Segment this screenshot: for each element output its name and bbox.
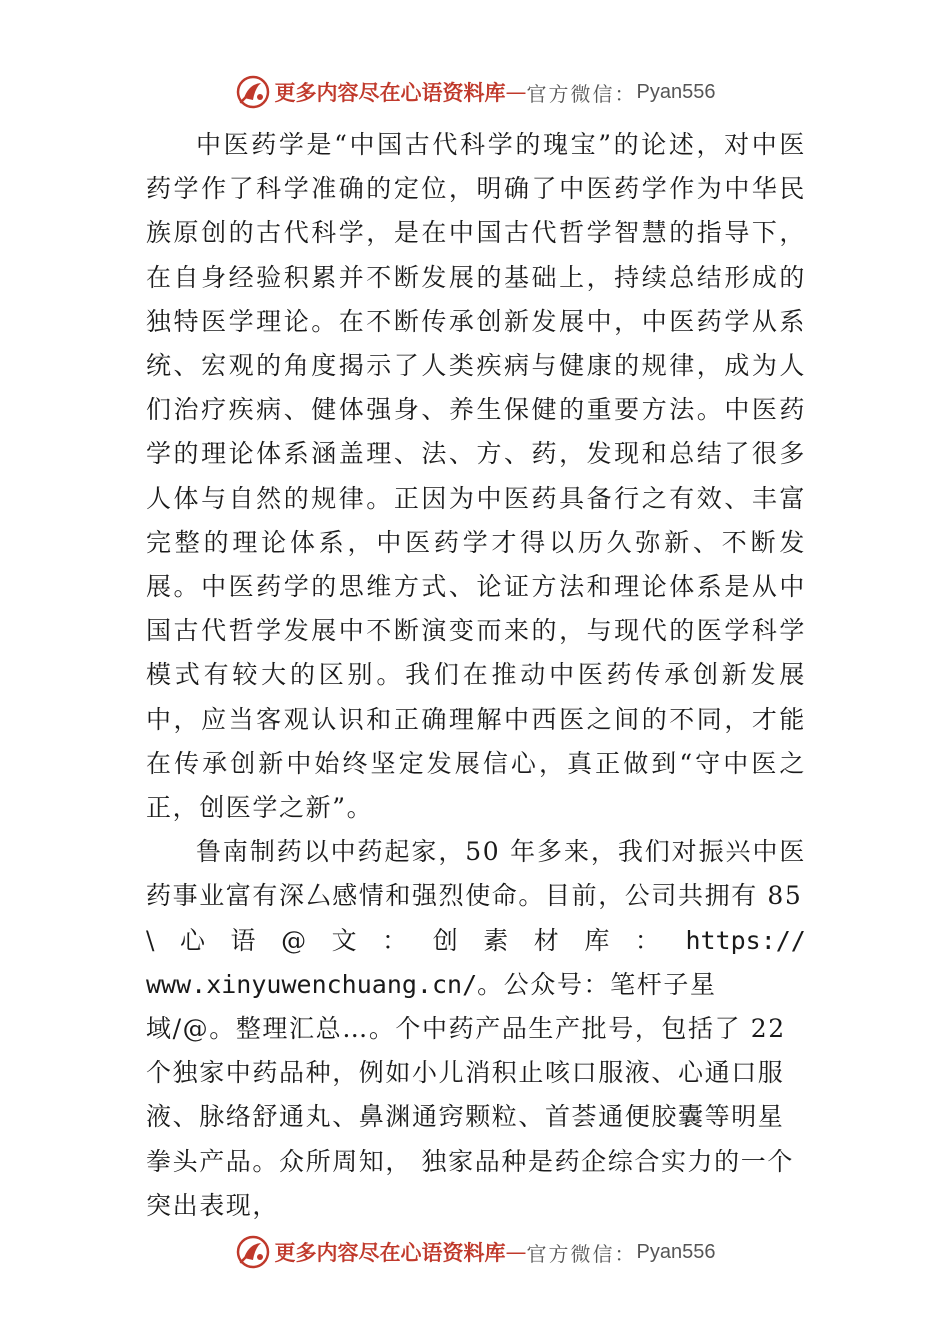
watermark-char: @ [281,925,308,955]
watermark-char: \ [146,925,157,955]
watermark-spread-line [146,919,806,963]
watermark-char: 材 [533,925,561,955]
banner-dash: — [505,80,527,104]
banner-slogan: 更多内容尽在心语资料库 [274,1241,506,1265]
watermark-char: ： [634,925,662,955]
banner-wechat-label: 官方微信： [526,1241,637,1266]
banner-dash: — [505,1240,527,1264]
paragraph-1: 中医药学是“中国古代科学的瑰宝”的论述，对中医药学作了科学准确的定位，明确了中医药学作为中华民族原创的古代科学，是在中国古代哲学智慧的指导下，在自身经验积累并不断发展的基础上，持续总结形成的独特医学理论。在不断传承创新发展中，中医药学从系统、宏观的角度揭示了人类疾病与健康的规律，成为人们治疗疾病、健体强身、养生保健的重要方法。中医药学的理论体系涵盖理、法、方、药，发现和总结了很多人体与自然的规律。正因为中医药具备行之有效、丰富完整的理论体系，中医药学才得以历久弥新、不断发展。中医药学的思维方式、论证方法和理论体系是从中国古代哲学发展中不断演变而来的，与现代的医学科学模式有较大的区别。我们在推动中医药传承创新发展中，应当客观认识和正确理解中西医之间的不同，才能在传承创新中始终坚定发展信心，真正做到“守中医之正，创医学之新”。 [146,130,806,823]
watermark-char: 库 [584,925,611,955]
watermark-char: 创 [432,925,460,955]
banner-wechat-id: Pyan556 [636,1240,716,1263]
banner-slogan: 更多内容尽在心语资料库 [274,81,506,105]
embedded-watermark [146,919,806,1228]
watermark-char: ： [382,925,409,955]
banner-wechat-id: Pyan556 [636,80,716,103]
watermark-char: 语 [230,925,258,955]
header-watermark-banner [0,70,950,114]
watermark-rest: 。公众号：笔杆子星域/@。整理汇总… [146,969,717,1044]
paragraph-2-end: 。个中药产品生产批号，包括了 22 个独家中药品种，例如小儿消积止咳口服液、心通口服液、脉络舒通丸、鼻渊通窍颗粒、首荟通便胶囊等明星拳头产品。众所周知， 独家品种是药企综合实力的一个突出表现， [146,1014,794,1220]
seal-logo-icon [235,1234,271,1270]
footer-watermark-banner [0,1230,950,1274]
watermark-char: 文 [331,925,359,955]
watermark-url: www.xinyuwenchuang.cn/ [146,969,478,999]
watermark-char: https:// [685,925,806,955]
watermark-char: 心 [179,925,207,955]
document-body [146,123,806,1228]
paragraph-2-start: 鲁南制药以中药起家，50 年多来，我们对振兴中医药事业富有深厶感情和强烈使命。目前，公司共拥有 85 [146,837,806,911]
banner-wechat-label: 官方微信： [526,81,637,106]
seal-logo-icon [235,74,271,110]
watermark-url-line [146,963,806,1228]
watermark-char: 素 [483,925,510,955]
